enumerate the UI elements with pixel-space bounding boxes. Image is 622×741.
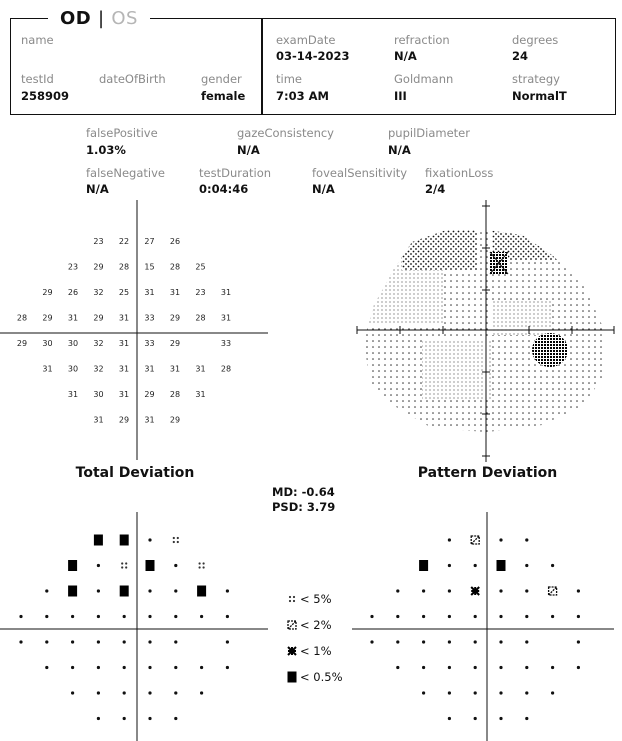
sensitivity-value: 29	[169, 415, 181, 425]
deviation-symbol	[422, 691, 425, 694]
legend-mark	[289, 596, 295, 602]
deviation-symbol	[448, 691, 451, 694]
deviation-symbol	[525, 640, 528, 643]
deviation-symbol	[71, 666, 74, 669]
sensitivity-value: 29	[93, 262, 104, 272]
deviation-symbol	[120, 535, 129, 546]
fixation-loss-label: fixationLoss	[425, 166, 494, 180]
deviation-symbol	[68, 560, 77, 571]
sensitivity-value: 31	[67, 313, 79, 323]
deviation-symbol	[45, 589, 48, 592]
refraction-value: N/A	[394, 49, 417, 63]
dob-label: dateOfBirth	[99, 72, 166, 86]
sensitivity-value: 31	[144, 364, 155, 374]
legend-mark	[288, 647, 296, 655]
deviation-symbol	[71, 691, 74, 694]
test-duration-label: testDuration	[199, 166, 272, 180]
legend-mark	[288, 672, 297, 683]
sensitivity-value: 31	[220, 288, 232, 297]
psd-value: PSD: 3.79	[272, 500, 336, 514]
sensitivity-value: 31	[118, 390, 130, 399]
sensitivity-value: 31	[93, 415, 104, 425]
blind-spot	[532, 333, 568, 367]
tab-od[interactable]: OD	[60, 8, 92, 29]
deviation-symbol	[97, 564, 100, 567]
md-value: MD: -0.64	[272, 485, 335, 499]
testid-value: 258909	[21, 89, 70, 103]
sensitivity-value: 28	[16, 313, 28, 323]
sensitivity-value: 23	[67, 262, 79, 272]
deviation-symbol	[174, 564, 177, 567]
deviation-symbol	[448, 615, 451, 618]
deviation-symbol	[525, 589, 528, 592]
sensitivity-value: 22	[118, 237, 130, 246]
sensitivity-value: 23	[195, 288, 206, 297]
deviation-symbol	[499, 666, 502, 669]
deviation-symbol	[497, 560, 506, 571]
sensitivity-value: 25	[195, 262, 206, 272]
deviation-symbol	[174, 640, 177, 643]
deviation-symbol	[448, 717, 451, 720]
deviation-symbol	[94, 535, 103, 546]
sensitivity-value: 31	[118, 364, 130, 374]
testid-label: testId	[21, 72, 54, 86]
legend-item	[286, 612, 356, 638]
pupil-diameter-label: pupilDiameter	[388, 126, 470, 140]
deviation-symbol	[551, 615, 554, 618]
deviation-symbol	[474, 717, 477, 720]
deviation-symbol	[422, 615, 425, 618]
deviation-symbol	[148, 615, 151, 618]
gender-value: female	[201, 89, 246, 103]
deviation-symbol	[97, 589, 100, 592]
legend-symbol	[286, 670, 298, 684]
sensitivity-value: 33	[144, 313, 155, 323]
total-deviation-plot	[0, 512, 275, 741]
strategy-label: strategy	[512, 72, 560, 86]
deviation-symbol	[173, 537, 179, 543]
sensitivity-value: 31	[195, 390, 206, 399]
deviation-symbol	[226, 640, 229, 643]
sensitivity-value: 28	[169, 262, 181, 272]
sensitivity-value: 26	[169, 237, 181, 246]
deviation-symbol	[471, 536, 479, 544]
pattern-deviation-plot	[352, 512, 622, 741]
pupil-diameter-value: N/A	[388, 143, 411, 157]
examdate-label: examDate	[276, 33, 336, 47]
deviation-symbol	[120, 586, 129, 597]
deviation-symbol	[123, 640, 126, 643]
deviation-symbol	[174, 615, 177, 618]
sensitivity-value: 33	[144, 339, 155, 348]
deviation-symbol	[68, 586, 77, 597]
degrees-value: 24	[512, 49, 529, 63]
deviation-symbol	[577, 640, 580, 643]
gaze-consistency-value: N/A	[237, 143, 260, 157]
deviation-symbol	[525, 615, 528, 618]
deviation-symbol	[474, 691, 477, 694]
legend-mark	[288, 621, 296, 629]
sensitivity-value: 31	[67, 390, 79, 399]
deviation-symbol	[97, 615, 100, 618]
deviation-symbol	[97, 691, 100, 694]
sensitivity-value: 30	[93, 390, 104, 399]
deviation-symbol	[123, 666, 126, 669]
probability-legend	[286, 586, 356, 686]
legend-symbol	[286, 644, 298, 658]
legend-item	[286, 664, 356, 690]
pattern-deviation-title: Pattern Deviation	[417, 465, 558, 481]
deviation-symbol	[419, 560, 428, 571]
deviation-symbol	[448, 538, 451, 541]
sensitivity-value: 29	[144, 390, 155, 399]
deviation-symbol	[396, 589, 399, 592]
sensitivity-value: 33	[220, 339, 232, 348]
sensitivity-value: 28	[195, 313, 206, 323]
deviation-symbol	[370, 640, 373, 643]
grayscale-map	[352, 200, 622, 462]
degrees-label: degrees	[512, 33, 559, 47]
test-duration-value: 0:04:46	[199, 182, 249, 196]
deviation-symbol	[551, 564, 554, 567]
deviation-symbol	[200, 666, 203, 669]
goldmann-label: Goldmann	[394, 72, 454, 86]
sensitivity-value: 28	[118, 262, 130, 272]
deviation-symbol	[577, 666, 580, 669]
time-value: 7:03 AM	[276, 89, 329, 103]
deviation-symbol	[370, 615, 373, 618]
deviation-symbol	[577, 589, 580, 592]
refraction-label: refraction	[394, 33, 450, 47]
deviation-symbol	[499, 615, 502, 618]
sensitivity-value: 31	[118, 313, 130, 323]
deviation-symbol	[200, 615, 203, 618]
sensitivity-value: 31	[220, 313, 232, 323]
deviation-symbol	[551, 666, 554, 669]
sensitivity-value: 31	[118, 339, 130, 348]
sensitivity-value: 31	[144, 288, 155, 297]
deviation-symbol	[577, 615, 580, 618]
deviation-symbol	[71, 640, 74, 643]
deviation-symbol	[197, 586, 206, 597]
legend-item	[286, 586, 356, 612]
deviation-symbol	[396, 640, 399, 643]
deviation-symbol	[474, 666, 477, 669]
deviation-symbol	[471, 587, 479, 595]
deviation-symbol	[499, 640, 502, 643]
deviation-symbol	[422, 640, 425, 643]
deviation-symbol	[45, 666, 48, 669]
sensitivity-value: 28	[169, 390, 181, 399]
tab-os[interactable]: OS	[111, 8, 138, 29]
deviation-symbol	[148, 589, 151, 592]
deviation-symbol	[174, 691, 177, 694]
deviation-symbol	[148, 538, 151, 541]
false-negative-label: falseNegative	[86, 166, 165, 180]
deviation-symbol	[448, 589, 451, 592]
sensitivity-value: 29	[93, 313, 104, 323]
gender-label: gender	[201, 72, 242, 86]
deviation-symbol	[525, 538, 528, 541]
deviation-symbol	[525, 717, 528, 720]
sensitivity-value: 30	[67, 364, 79, 374]
deviation-symbol	[499, 691, 502, 694]
deviation-symbol	[551, 691, 554, 694]
sensitivity-value: 27	[144, 237, 155, 246]
goldmann-value: III	[394, 89, 407, 103]
deviation-symbol	[499, 589, 502, 592]
deviation-symbol	[97, 640, 100, 643]
deviation-symbol	[174, 717, 177, 720]
foveal-sensitivity-value: N/A	[312, 182, 335, 196]
deviation-symbol	[448, 640, 451, 643]
legend-label: < 2%	[300, 618, 332, 632]
deviation-symbol	[19, 640, 22, 643]
legend-symbol	[286, 592, 298, 606]
deviation-symbol	[448, 666, 451, 669]
deviation-symbol	[396, 615, 399, 618]
sensitivity-value: 25	[118, 288, 130, 297]
deviation-symbol	[148, 691, 151, 694]
sensitivity-map	[0, 200, 280, 460]
sensitivity-value: 29	[118, 415, 130, 425]
deviation-symbol	[148, 717, 151, 720]
deviation-symbol	[499, 538, 502, 541]
deviation-symbol	[525, 691, 528, 694]
deviation-symbol	[226, 615, 229, 618]
deviation-symbol	[474, 615, 477, 618]
deviation-symbol	[422, 589, 425, 592]
false-positive-label: falsePositive	[86, 126, 158, 140]
deviation-symbol	[422, 666, 425, 669]
sensitivity-value: 32	[93, 339, 104, 348]
deviation-symbol	[123, 615, 126, 618]
deviation-symbol	[174, 589, 177, 592]
sensitivity-value: 31	[169, 288, 181, 297]
sensitivity-value: 30	[67, 339, 79, 348]
legend-label: < 0.5%	[300, 670, 343, 684]
gaze-consistency-label: gazeConsistency	[237, 126, 334, 140]
deviation-symbol	[474, 640, 477, 643]
sensitivity-value: 23	[93, 237, 104, 246]
deviation-symbol	[19, 615, 22, 618]
fixation-loss-value: 2/4	[425, 182, 446, 196]
deviation-symbol	[146, 560, 155, 571]
deviation-symbol	[174, 666, 177, 669]
deviation-symbol	[123, 717, 126, 720]
legend-label: < 1%	[300, 644, 332, 658]
deviation-symbol	[148, 640, 151, 643]
deviation-symbol	[474, 564, 477, 567]
total-deviation-title: Total Deviation	[75, 465, 195, 481]
deviation-symbol	[200, 691, 203, 694]
foveal-sensitivity-label: fovealSensitivity	[312, 166, 408, 180]
sensitivity-value: 29	[169, 313, 181, 323]
deviation-symbol	[71, 615, 74, 618]
sensitivity-value: 29	[16, 339, 28, 348]
sensitivity-value: 32	[93, 288, 104, 297]
deviation-symbol	[549, 587, 557, 595]
sensitivity-value: 31	[42, 364, 53, 374]
sensitivity-value: 29	[42, 288, 53, 297]
strategy-value: NormalT	[512, 89, 567, 103]
sensitivity-value: 28	[220, 364, 232, 374]
false-negative-value: N/A	[86, 182, 109, 196]
deviation-symbol	[121, 562, 127, 568]
deviation-symbol	[45, 640, 48, 643]
sensitivity-value: 31	[144, 415, 155, 425]
eye-selector	[48, 8, 150, 29]
time-label: time	[276, 72, 302, 86]
deviation-symbol	[45, 615, 48, 618]
sensitivity-value: 32	[93, 364, 104, 374]
deviation-symbol	[199, 562, 205, 568]
deviation-symbol	[97, 666, 100, 669]
legend-symbol	[286, 618, 298, 632]
false-positive-value: 1.03%	[86, 143, 126, 157]
sensitivity-value: 29	[42, 313, 53, 323]
sensitivity-value: 29	[169, 339, 181, 348]
deviation-symbol	[148, 666, 151, 669]
deviation-symbol	[525, 564, 528, 567]
deviation-symbol	[396, 666, 399, 669]
deviation-symbol	[499, 717, 502, 720]
eye-tab-separator: |	[98, 8, 105, 29]
sensitivity-value: 15	[144, 262, 155, 272]
deviation-symbol	[226, 589, 229, 592]
examdate-value: 03-14-2023	[276, 49, 350, 63]
sensitivity-value: 30	[42, 339, 53, 348]
deviation-symbol	[97, 717, 100, 720]
name-label: name	[21, 33, 54, 47]
legend-item	[286, 638, 356, 664]
sensitivity-value: 31	[169, 364, 181, 374]
deviation-symbol	[448, 564, 451, 567]
sensitivity-value: 26	[67, 288, 79, 297]
deviation-symbol	[226, 666, 229, 669]
deviation-symbol	[525, 666, 528, 669]
legend-label: < 5%	[300, 592, 332, 606]
sensitivity-value: 31	[195, 364, 206, 374]
deviation-symbol	[123, 691, 126, 694]
